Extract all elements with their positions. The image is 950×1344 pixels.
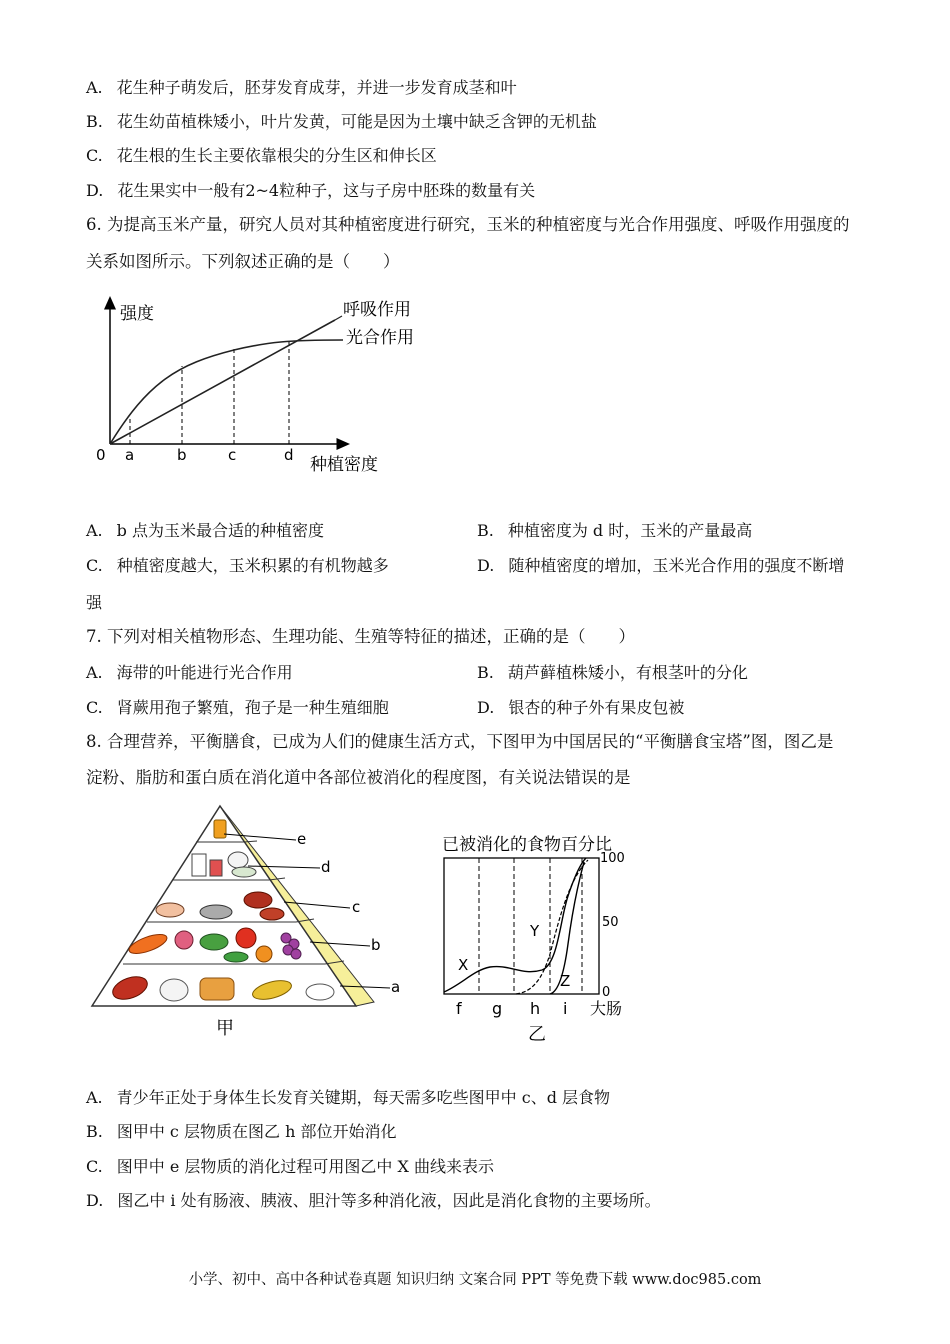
page-footer: 小学、初中、高中各种试卷真题 知识归纳 文案合同 PPT 等免费下载 www.doc985.com bbox=[188, 1272, 762, 1288]
q8-stem-line2: 淀粉、脂肪和蛋白质在消化道中各部位被消化的程度图，有关说法错误的是 bbox=[86, 768, 631, 787]
photosynthesis-curve bbox=[110, 340, 343, 444]
q5-option-d: D. 花生果实中一般有2~4粒种子，这与子房中胚珠的数量有关 bbox=[86, 181, 536, 200]
pyramid-label-c: c bbox=[352, 898, 361, 916]
tick-a: a bbox=[125, 446, 135, 464]
q8-option-b: B. 图甲中 c 层物质在图乙 h 部位开始消化 bbox=[86, 1122, 397, 1141]
digest-chart-title: 已被消化的食物百分比 bbox=[442, 835, 612, 855]
tick-c: c bbox=[228, 446, 237, 464]
curve-label-z: Z bbox=[560, 972, 571, 990]
x-label-i: i bbox=[563, 999, 568, 1018]
q8-stem-line1: 8. 合理营养，平衡膳食，已成为人们的健康生活方式，下图甲为中国居民的“平衡膳食宝塔”图，图乙是 bbox=[86, 732, 834, 751]
y-tick-100: 100 bbox=[600, 851, 625, 866]
q6-option-d: D. 随种植密度的增加，玉米光合作用的强度不断增 bbox=[477, 556, 845, 575]
y-tick-0: 0 bbox=[602, 985, 611, 1000]
q7-option-a: A. 海带的叶能进行光合作用 bbox=[86, 663, 293, 682]
x-label-large-intestine: 大肠 bbox=[590, 999, 623, 1018]
q8-option-a: A. 青少年正处于身体生长发育关键期，每天需多吃些图甲中 c、d 层食物 bbox=[86, 1088, 611, 1107]
q6-option-c: C. 种植密度越大，玉米积累的有机物越多 bbox=[86, 556, 389, 575]
pyramid-label-b: b bbox=[371, 936, 381, 954]
origin-label: 0 bbox=[96, 446, 106, 464]
curve-y bbox=[516, 860, 588, 994]
q7-option-d: D. 银杏的种子外有果皮包被 bbox=[477, 698, 685, 717]
pyramid-label-d: d bbox=[321, 858, 331, 876]
q6-stem-line1: 6. 为提高玉米产量，研究人员对其种植密度进行研究，玉米的种植密度与光合作用强度、呼吸作用强度的 bbox=[86, 215, 850, 234]
respiration-label: 呼吸作用 bbox=[343, 300, 411, 320]
digestion-chart-figure bbox=[432, 824, 660, 1046]
q6-stem-line2: 关系如图所示。下列叙述正确的是（ ） bbox=[86, 252, 400, 271]
q7-option-c: C. 肾蕨用孢子繁殖，孢子是一种生殖细胞 bbox=[86, 698, 389, 717]
q7-stem: 7. 下列对相关植物形态、生理功能、生殖等特征的描述，正确的是（ ） bbox=[86, 627, 635, 646]
tick-d: d bbox=[284, 446, 294, 464]
pyramid-label-e: e bbox=[297, 830, 307, 848]
curve-label-x: X bbox=[458, 956, 469, 974]
x-label-h: h bbox=[530, 999, 541, 1018]
q5-option-b: B. 花生幼苗植株矮小，叶片发黄，可能是因为土壤中缺乏含钾的无机盐 bbox=[86, 112, 597, 131]
food-pyramid-figure bbox=[88, 802, 408, 1040]
x-label-f: f bbox=[456, 999, 462, 1018]
oil-bottle-icon bbox=[214, 820, 226, 838]
q6-option-b: B. 种植密度为 d 时，玉米的产量最高 bbox=[477, 521, 753, 540]
y-axis-label: 强度 bbox=[120, 304, 154, 324]
y-tick-50: 50 bbox=[602, 915, 619, 930]
q6-density-chart bbox=[88, 292, 428, 484]
respiration-line bbox=[110, 320, 335, 444]
figure-caption-yi: 乙 bbox=[528, 1024, 546, 1045]
tick-b: b bbox=[177, 446, 187, 464]
q8-option-c: C. 图甲中 e 层物质的消化过程可用图乙中 X 曲线来表示 bbox=[86, 1157, 494, 1176]
q6-option-d-cont: 强 bbox=[86, 593, 103, 612]
photosynthesis-label: 光合作用 bbox=[346, 328, 414, 348]
x-label-g: g bbox=[492, 999, 503, 1018]
curve-label-y: Y bbox=[530, 922, 540, 940]
pyramid-label-a: a bbox=[391, 978, 401, 996]
q7-option-b: B. 葫芦藓植株矮小，有根茎叶的分化 bbox=[477, 663, 748, 682]
q6-option-a: A. b 点为玉米最合适的种植密度 bbox=[86, 521, 324, 540]
figure-caption-jia: 甲 bbox=[216, 1018, 234, 1039]
x-axis-label: 种植密度 bbox=[310, 455, 378, 475]
q5-option-a: A. 花生种子萌发后，胚芽发育成芽，并进一步发育成茎和叶 bbox=[86, 78, 517, 97]
q5-option-c: C. 花生根的生长主要依靠根尖的分生区和伸长区 bbox=[86, 146, 437, 165]
q8-option-d: D. 图乙中 i 处有肠液、胰液、胆汁等多种消化液，因此是消化食物的主要场所。 bbox=[86, 1191, 661, 1210]
